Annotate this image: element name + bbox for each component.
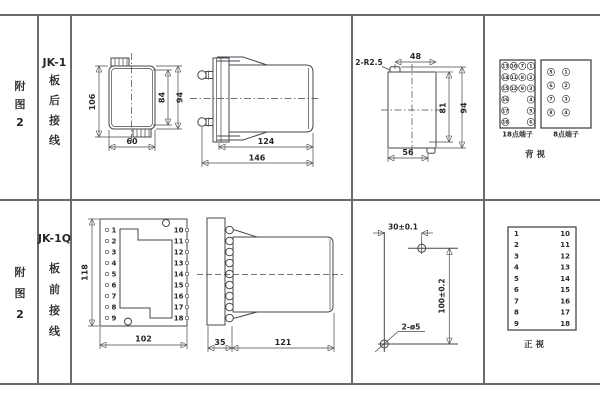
dim-84-label: 84: [157, 91, 167, 104]
drill-plan-drawing: [352, 200, 484, 385]
terminal-number: 4: [564, 111, 568, 117]
terminal-number: 7: [520, 64, 524, 70]
pin-number: 15: [560, 286, 570, 295]
terminal-number: 6: [529, 120, 533, 126]
terminal-number: 2: [564, 84, 568, 90]
pin-table-front-view: [484, 200, 600, 385]
fig-label-row2: [6, 262, 34, 325]
fig-char: 图: [14, 98, 26, 111]
fig-char: 附: [14, 266, 26, 279]
pin-number: 7: [111, 292, 117, 301]
dim-146-label: 146: [248, 153, 266, 163]
terminal18-grid: [500, 60, 535, 139]
model-label-jk1: JK-1: [42, 56, 67, 69]
pin-number: 8: [111, 303, 117, 312]
fig-char: 2: [16, 308, 24, 321]
terminal-number: 3: [529, 87, 533, 92]
terminal-number: 17: [502, 109, 509, 115]
terminal8-caption: 8点端子: [553, 130, 579, 139]
terminal-number: 3: [564, 97, 568, 103]
wiring-char: 前: [49, 283, 60, 296]
pin-number: 4: [111, 259, 117, 268]
jk1-panel-cutout-drawing: [352, 15, 484, 200]
fig-char: 图: [14, 287, 26, 300]
dim-35-label: 35: [214, 338, 226, 347]
terminal-number: 11: [510, 75, 518, 81]
pin-number: 6: [514, 286, 519, 295]
pin-number: 14: [560, 274, 570, 283]
hole-note-label: 2-ø5: [401, 322, 421, 332]
dim-81-label: 81: [438, 102, 448, 114]
fig-char: 2: [16, 116, 24, 129]
terminal-number: 8: [549, 111, 553, 117]
jk1-rear-wiring-views: [71, 15, 352, 200]
pin-number: 2: [514, 241, 519, 250]
back-view-caption: 背 视: [525, 150, 545, 160]
wiring-label-row1: [38, 71, 71, 151]
wiring-char: 接: [49, 114, 60, 127]
pin-number: 12: [560, 252, 570, 261]
dim-30-label: 30±0.1: [387, 222, 419, 232]
wiring-char: 线: [49, 134, 60, 147]
pin-number: 7: [514, 297, 519, 306]
pin-number: 18: [173, 314, 184, 323]
pin-number: 11: [560, 241, 570, 250]
terminal-number: 12: [510, 87, 518, 92]
terminal-number: 1: [564, 70, 568, 76]
pin-number: 11: [173, 237, 184, 246]
pin-number: 1: [111, 226, 117, 235]
dim-60-label: 60: [126, 137, 138, 146]
pin-number: 18: [560, 319, 570, 328]
terminal-number: 18: [502, 120, 509, 126]
pin-number: 13: [560, 263, 570, 272]
wiring-char: 接: [49, 304, 60, 317]
pin-number: 16: [560, 297, 570, 306]
terminal18-caption: 18点端子: [502, 130, 533, 139]
terminal-number: 7: [549, 97, 553, 103]
pin-number: 17: [173, 303, 184, 312]
terminal-number: 4: [529, 98, 533, 104]
pin-number: 16: [173, 292, 184, 301]
fig-label-row1: [6, 78, 34, 132]
jk1q-side-view-drawing: [197, 218, 343, 352]
terminal-number: 9: [520, 87, 524, 92]
terminal-number: 15: [502, 87, 509, 92]
wiring-char: 板: [49, 74, 60, 87]
jk1-side-view-drawing: [190, 57, 320, 167]
pin-number: 12: [173, 248, 184, 257]
pin-number: 14: [173, 270, 184, 279]
jk1q-front-view-drawing: [81, 219, 189, 349]
terminal-number: 13: [502, 64, 509, 70]
pin-number: 2: [111, 237, 117, 246]
pin-number: 3: [111, 248, 117, 257]
pin-number: 13: [173, 259, 184, 268]
corner-radius-note: 2-R2.5: [355, 58, 383, 67]
wiring-char: 后: [49, 94, 60, 107]
dim-56-label: 56: [402, 148, 414, 157]
model-label-jk1q: JK-1Q: [37, 232, 72, 245]
terminal-back-views: [484, 15, 600, 200]
pin-number: 5: [111, 270, 117, 279]
pin-number: 3: [514, 252, 519, 261]
terminal-number: 14: [502, 75, 509, 81]
terminal-number: 5: [529, 109, 533, 115]
wiring-char: 板: [49, 262, 60, 275]
jk1-front-view-drawing: [88, 53, 185, 151]
terminal-number: 16: [502, 98, 509, 104]
terminal-number: 2: [529, 75, 533, 81]
jk1q-front-wiring-views: [71, 200, 352, 385]
pin-number: 9: [514, 319, 519, 328]
pin-number: 4: [514, 263, 519, 272]
fig-char: 附: [14, 80, 26, 93]
dim-102-label: 102: [135, 334, 152, 344]
terminal8-grid: [541, 60, 591, 139]
pin-number: 9: [111, 314, 117, 323]
dim-48-label: 48: [409, 52, 422, 61]
wiring-char: 线: [49, 325, 60, 338]
dim-100-label: 100±0.2: [437, 278, 447, 314]
front-view-caption: 正 视: [524, 340, 544, 350]
dim-94-outer-label: 94: [459, 102, 469, 114]
dim-118-label: 118: [80, 264, 90, 281]
pin-number: 5: [514, 274, 519, 283]
pin-number: 10: [560, 229, 570, 238]
wiring-label-row2: [38, 258, 71, 342]
pin-number: 15: [173, 281, 184, 290]
terminal-number: 5: [549, 70, 553, 76]
terminal-number: 8: [520, 75, 524, 81]
dim-94-label: 94: [175, 91, 185, 104]
terminal-number: 10: [510, 64, 518, 70]
dim-124-label: 124: [257, 137, 275, 146]
terminal-number: 1: [529, 64, 533, 70]
pin-number: 8: [514, 308, 519, 317]
pin-number: 6: [111, 281, 117, 290]
terminal-number: 6: [549, 84, 553, 90]
dim-121-label: 121: [274, 338, 292, 347]
dim-106-label: 106: [88, 93, 97, 111]
pin-number: 17: [560, 308, 570, 317]
pin-number: 10: [173, 226, 184, 235]
pin-number: 1: [514, 229, 519, 238]
